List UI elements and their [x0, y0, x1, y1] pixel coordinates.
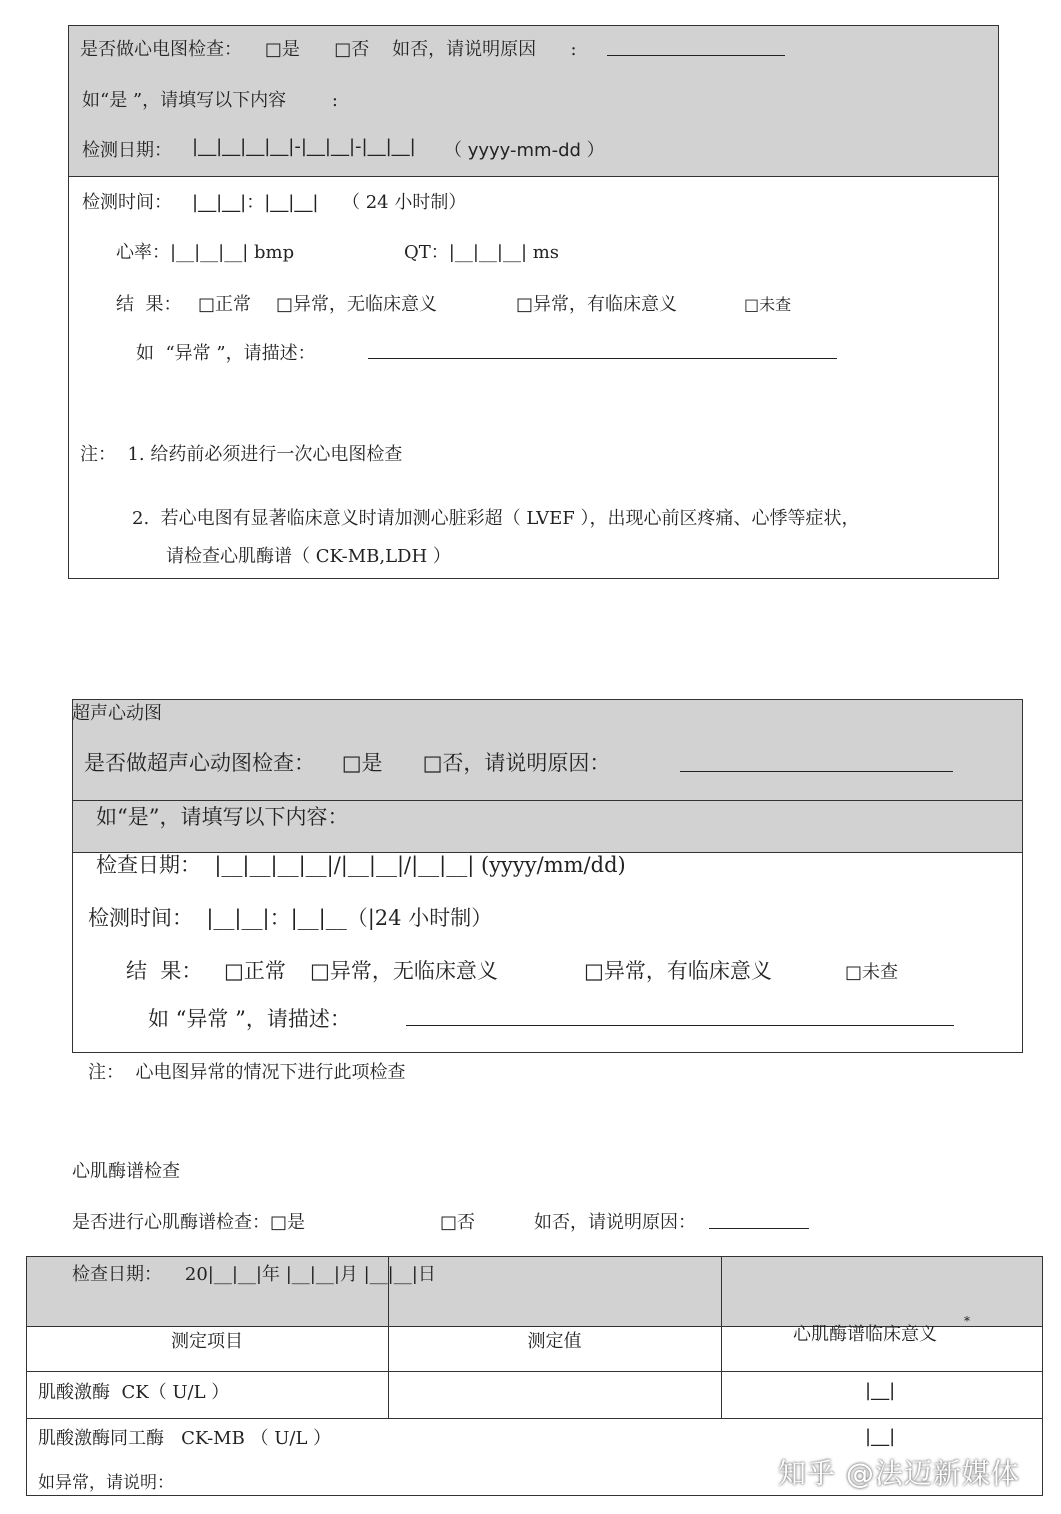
echo-describe-label: 如 “异常 ”，请描述： — [148, 1007, 351, 1031]
echo-note: 注： 心电图异常的情况下进行此项检查 — [88, 1062, 406, 1083]
echo-describe-field[interactable] — [406, 1025, 954, 1026]
ecg-describe-field[interactable] — [368, 358, 837, 359]
enzyme-question-no[interactable]: □否 — [440, 1212, 476, 1233]
ecg-describe-label: 如 “异常 ”，请描述： — [136, 343, 316, 364]
ecg-if-yes: 如“是 ”，请填写以下内容 : — [82, 90, 338, 111]
ecg-opt-normal[interactable]: □正常 — [198, 294, 252, 315]
ecg-reason-field[interactable] — [607, 55, 785, 56]
enzyme-col-item: 测定项目 — [171, 1331, 243, 1352]
ecg-heart-rate[interactable]: 心率：|__|__|__| bmp — [116, 242, 295, 263]
echo-date[interactable]: 检查日期： |__|__|__|__|/|__|__|/|__|__| (yyyy/mm/dd) — [96, 853, 626, 877]
echo-opt-normal[interactable]: □正常 — [224, 959, 286, 983]
echo-reason-field[interactable] — [680, 771, 953, 772]
ecg-date-format: （ yyyy-mm-dd ） — [444, 140, 605, 161]
ecg-note-1: 注： 1. 给药前必须进行一次心电图检查 — [80, 444, 403, 465]
enzyme-table-row-line-1 — [27, 1371, 1042, 1372]
ecg-opt-abnormal-nonsignificant[interactable]: □异常，无临床意义 — [276, 294, 438, 315]
echo-opt-abnormal-significant[interactable]: □异常，有临床意义 — [584, 959, 772, 983]
echo-title: 超声心动图 — [72, 703, 162, 724]
ecg-qt[interactable]: QT：|__|__|__| ms — [404, 242, 560, 263]
ecg-time-format: （ 24 小时制） — [342, 192, 467, 213]
ecg-result-label: 结 果： — [116, 294, 182, 315]
ecg-question: 是否做心电图检查： □是 □否 如否，请说明原因 : — [80, 39, 577, 60]
enzyme-title: 心肌酶谱检查 — [72, 1161, 180, 1182]
ecg-date-label: 检测日期： — [82, 140, 172, 161]
ecg-opt-not-done[interactable]: □未查 — [744, 295, 792, 314]
enzyme-row-ck-significance[interactable]: |__| — [865, 1380, 896, 1401]
ecg-opt-abnormal-significant[interactable]: □异常，有临床意义 — [516, 294, 678, 315]
enzyme-date[interactable]: 检查日期： 20|__|__|年 |__|__|月 |__|__|日 — [72, 1264, 436, 1285]
enzyme-table-row-line-2 — [27, 1418, 1042, 1419]
ecg-note-3: 请检查心肌酶谱（ CK-MB,LDH ） — [166, 546, 451, 567]
echo-question: 是否做超声心动图检查： □是 □否，请说明原因： — [84, 751, 611, 775]
echo-opt-abnormal-nonsignificant[interactable]: □异常，无临床意义 — [310, 959, 498, 983]
ecg-date-field[interactable]: |__|__|__|__|-|__|__|-|__|__| — [192, 136, 416, 157]
enzyme-row-ckmb-significance[interactable]: |__| — [865, 1426, 896, 1447]
ecg-note-2: 2. 若心电图有显著临床意义时请加测心脏彩超（ LVEF ），出现心前区疼痛、心悸等症状， — [132, 508, 860, 529]
enzyme-row-ckmb-label: 肌酸激酶同工酶 CK-MB （ U/L ） — [38, 1428, 332, 1449]
enzyme-col-value: 测定值 — [527, 1331, 582, 1352]
enzyme-row-ck-label: 肌酸激酶 CK（ U/L ） — [38, 1382, 230, 1403]
echo-opt-not-done[interactable]: □未查 — [845, 962, 899, 983]
enzyme-col-significance: 心肌酶谱临床意义 — [793, 1324, 937, 1345]
echo-time[interactable]: 检测时间： |__|__|：|__|__（|24 小时制） — [88, 906, 493, 930]
enzyme-question-yes[interactable]: 是否进行心肌酶谱检查：□是 — [72, 1212, 306, 1233]
echo-result-label: 结 果： — [126, 959, 203, 983]
enzyme-col-significance-asterisk: * — [964, 1314, 970, 1328]
enzyme-reason-label: 如否，请说明原因： — [534, 1212, 696, 1233]
ecg-time-field[interactable]: |__|__|：|__|__| — [192, 192, 319, 213]
watermark: 知乎 @法迈新媒体 — [778, 1457, 1020, 1490]
enzyme-explain-label: 如异常，请说明： — [38, 1473, 174, 1493]
echo-if-yes: 如“是”，请填写以下内容： — [96, 805, 349, 829]
ecg-time-label: 检测时间： — [82, 192, 172, 213]
enzyme-reason-field[interactable] — [709, 1228, 809, 1229]
